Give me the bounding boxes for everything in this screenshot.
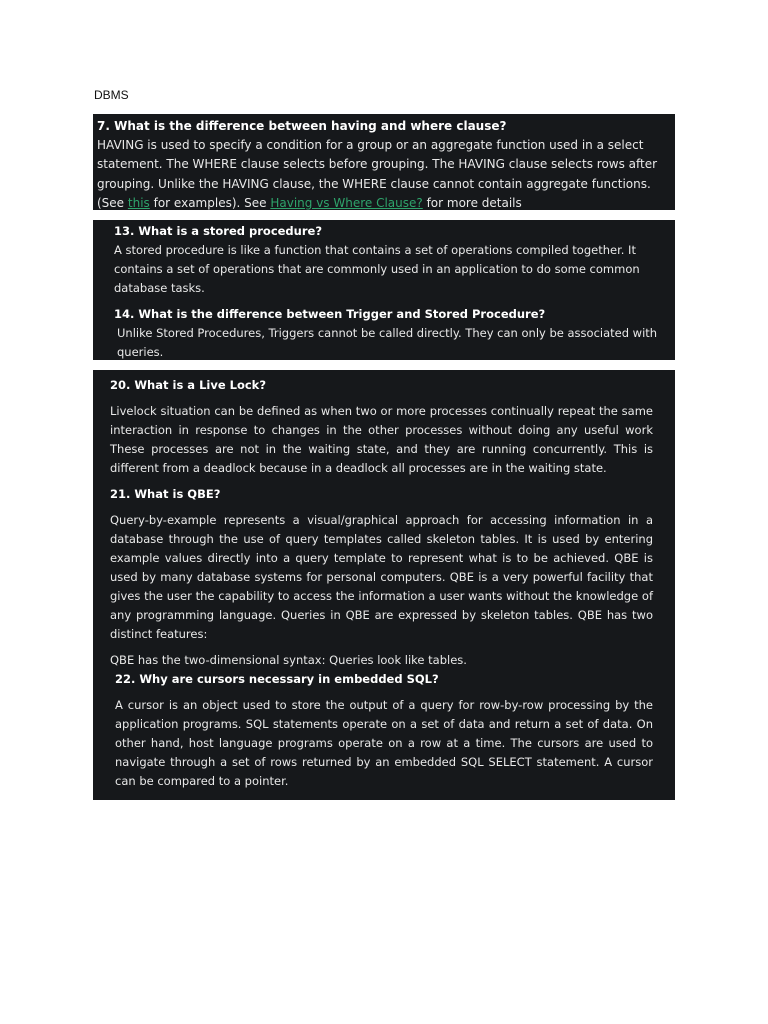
see-suffix-text: for more details bbox=[422, 195, 522, 210]
having-vs-where-link[interactable]: Having vs Where Clause? bbox=[270, 195, 423, 210]
qa-panel-livelock-qbe-cursors bbox=[93, 370, 675, 800]
question-7-heading: 7. What is the difference between having and where clause? bbox=[97, 119, 507, 133]
qa-panel-having-where bbox=[93, 114, 675, 210]
question-21-answer: Query-by-example represents a visual/graphical approach for accessing information in a database through the use of query templates called skeleton tables. It is used by entering example values directly into a query template to represent what is to be achieved. QBE is used by many database systems for personal computers. QBE is a very powerful facility that gives the user the capability to access the information a user wants without the knowledge of any programming language. Queries in QBE are expressed by skeleton tables. QBE has two distinct features: bbox=[110, 513, 653, 641]
question-20-answer: Livelock situation can be defined as when two or more processes continually repeat the same interaction in response to changes in the other processes without doing any useful work These processes are not in the waiting state, and they are running concurrently. This is different from a deadlock because in a deadlock all processes are in the waiting state. bbox=[110, 404, 653, 475]
question-21-feature: QBE has the two-dimensional syntax: Queries look like tables. bbox=[110, 653, 467, 667]
question-7-answer-text: HAVING is used to specify a condition for a group or an aggregate function used in a select statement. The WHERE clause selects before grouping. The HAVING clause selects rows after grouping. Unlike the HAVING clause, the WHERE clause cannot contain aggregate functions. bbox=[97, 138, 658, 191]
this-link[interactable]: this bbox=[127, 195, 150, 210]
question-22-answer: A cursor is an object used to store the output of a query for row-by-row processing by the application programs. SQL statements operate on a set of data and return a set of data. On other hand, host language programs operate on a row at a time. The cursors are used to navigate through a set of rows returned by an embedded SQL SELECT statement. A cursor can be compared to a pointer. bbox=[115, 698, 653, 788]
document-title: DBMS bbox=[94, 88, 129, 102]
qa-panel-stored-procedure bbox=[93, 220, 675, 360]
see-prefix-text: (See bbox=[97, 195, 128, 210]
see-middle-text: for examples). See bbox=[149, 195, 271, 210]
question-7-answer bbox=[97, 136, 671, 213]
question-21-heading: 21. What is QBE? bbox=[110, 487, 221, 501]
question-14-answer: Unlike Stored Procedures, Triggers cannot be called directly. They can only be associated with queries. bbox=[117, 326, 658, 359]
question-14-heading: 14. What is the difference between Trigger and Stored Procedure? bbox=[114, 307, 546, 321]
question-13-heading: 13. What is a stored procedure? bbox=[114, 224, 322, 238]
question-13-answer: A stored procedure is like a function that contains a set of operations compiled together. It contains a set of operations that are commonly used in an application to do some common database tasks. bbox=[114, 243, 640, 295]
question-22-heading: 22. Why are cursors necessary in embedded SQL? bbox=[115, 672, 439, 686]
question-20-heading: 20. What is a Live Lock? bbox=[110, 378, 266, 392]
